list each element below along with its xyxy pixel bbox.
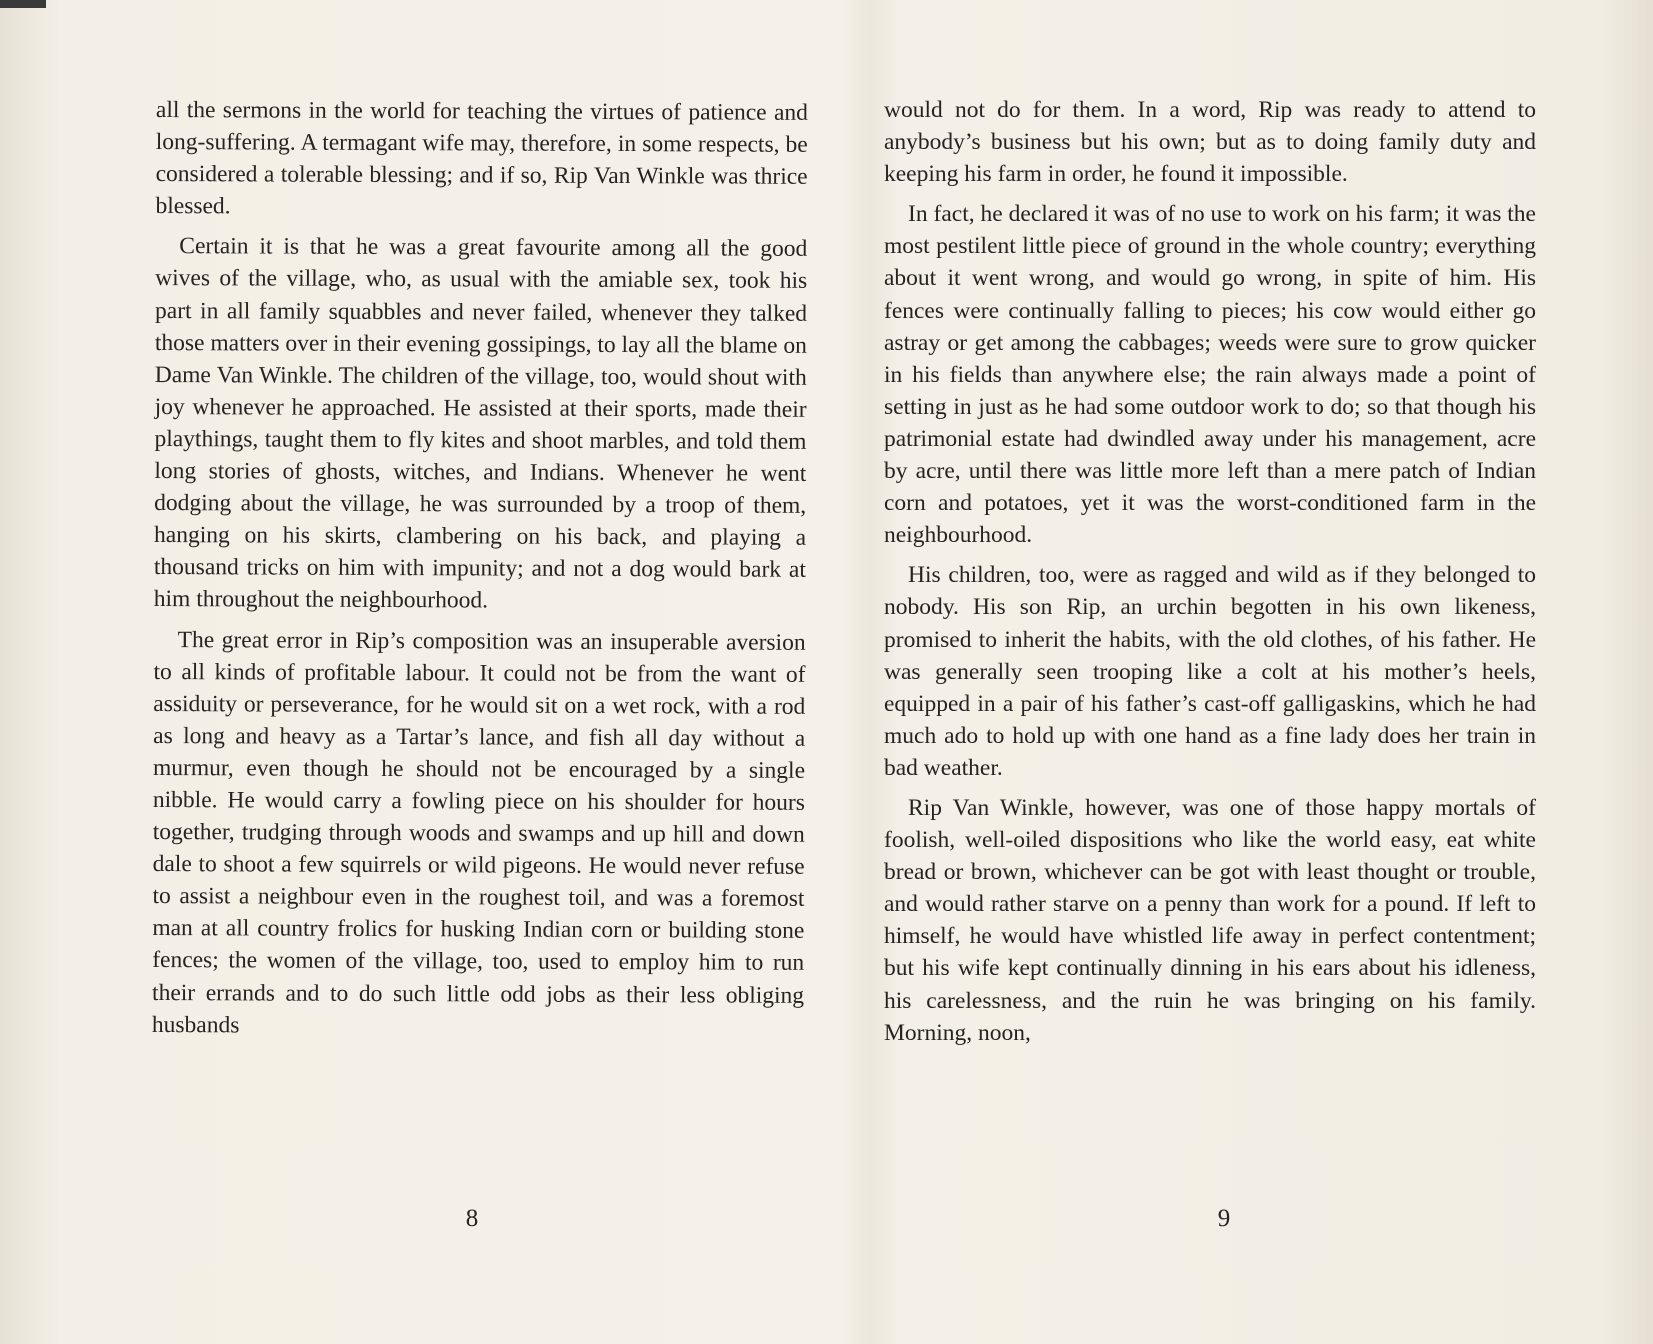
right-paragraph-2: In fact, he declared it was of no use to work on his farm; it was the most pestilent little piece of ground in the whole country; everything about it went wrong, and would go wrong, in spite of him. His fences were continually falling to pieces; his cow would either go astray or get among the cabbages; weeds were sure to grow quicker in his fields than anywhere else; the rain always made a point of setting in just as he had some outdoor work to do; so that though his patrimonial estate had dwindled away under his management, acre by acre, until there was little more left than a mere patch of Indian corn and potatoes, yet it was the worst-conditioned farm in the neighbourhood.: [884, 201, 1536, 549]
right-page: [884, 94, 1536, 1057]
right-paragraph-1: would not do for them. In a word, Rip was ready to attend to anybody’s business but his own; but as to doing family duty and keeping his farm in order, he found it impossible.: [884, 97, 1536, 188]
left-page-number: 8: [465, 1205, 479, 1232]
left-paragraph-2: Certain it is that he was a great favourite among all the good wives of the village, who, as usual with the amiable sex, took his part in all family squabbles and never failed, whenever they talked those matters over in their evening gossipings, to lay all the blame on Dame Van Winkle. The children of the village, too, would shout with joy whenever he approached. He assisted at their sports, made their playthings, taught them to fly kites and shoot marbles, and told them long stories of ghosts, witches, and Indians. Whenever he went dodging about the village, he was surrounded by a troop of them, hanging on his skirts, clambering on his back, and playing a thousand tricks on him with impunity; and not a dog would bark at him throughout the neighbourhood.: [153, 233, 808, 614]
left-page: [152, 94, 808, 1052]
right-page-number: 9: [1217, 1205, 1231, 1232]
right-paragraph-4: Rip Van Winkle, however, was one of those happy mortals of foolish, well-oiled dispositions who like the world easy, eat white bread or brown, whichever can be got with least thought or trouble, and would rather starve on a penny than work for a pound. If left to himself, he would have whistled life away in perfect contentment; but his wife kept continually dinning in his ears about his idleness, his carelessness, and the ruin he was bringing on his family. Morning, noon,: [884, 794, 1536, 1046]
right-paragraph-3: His children, too, were as ragged and wild as if they belonged to nobody. His son Rip, an urchin begotten in his own likeness, promised to inherit the habits, with the old clothes, of his father. He was generally seen trooping like a colt at his mother’s heels, equipped in a pair of his father’s cast-off galligaskins, which he had much ado to hold up with one hand as a fine lady does her train in bad weather.: [884, 562, 1536, 781]
scan-corner-mark: [0, 0, 46, 8]
left-paragraph-3: The great error in Rip’s composition was an insuperable aversion to all kinds of profitable labour. It could not be from the want of assiduity or perseverance, for he would sit on a wet rock, with a rod as long and heavy as a Tartar’s lance, and fish all day without a murmur, even though he should not be encouraged by a single nibble. He would carry a fowling piece on his shoulder for hours together, trudging through woods and swamps and up hill and down dale to shoot a few squirrels or wild pigeons. He would never refuse to assist a neighbour even in the roughest toil, and was a foremost man at all country frolics for husking Indian corn or building stone fences; the women of the village, too, used to employ him to run their errands and to do such little odd jobs as their less obliging husbands: [151, 626, 806, 1038]
left-paragraph-1: all the sermons in the world for teaching the virtues of patience and long-suffering. A termagant wife may, therefore, in some respects, be considered a tolerable blessing; and if so, Rip Van Winkle was thrice blessed.: [155, 96, 808, 220]
